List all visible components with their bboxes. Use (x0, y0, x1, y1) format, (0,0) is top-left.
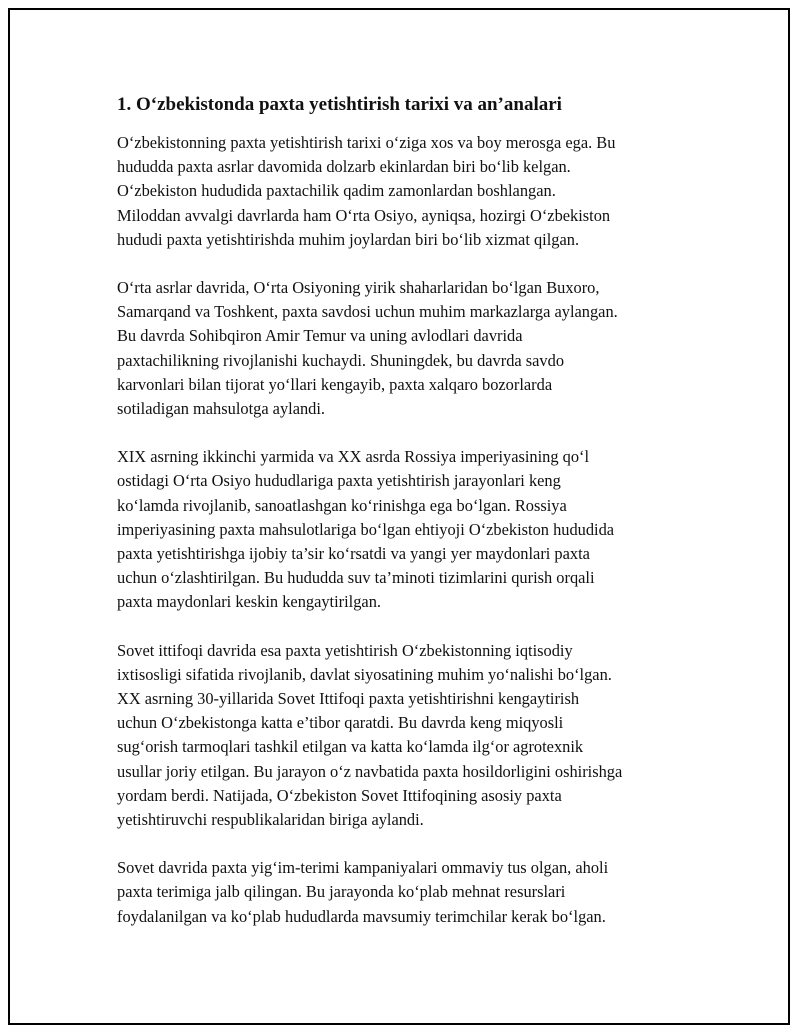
text-line: hududda paxta asrlar davomida dolzarb ekinlardan biri bo‘lib kelgan. (117, 157, 571, 177)
text-line: Sovet davrida paxta yig‘im-terimi kampaniyalari ommaviy tus olgan, aholi (117, 858, 609, 878)
text-line: hududi paxta yetishtirishda muhim joylardan biri bo‘lib xizmat qilgan. (117, 229, 580, 249)
text-line: imperiyasining paxta mahsulotlariga bo‘lgan ehtiyoji O‘zbekiston hududida (117, 519, 615, 539)
paragraph-5 (117, 856, 707, 929)
text-line: yetishtiruvchi respublikalaridan biriga aylandi. (117, 810, 424, 830)
text-line: O‘rta asrlar davrida, O‘rta Osiyoning yirik shaharlaridan bo‘lgan Buxoro, (117, 278, 600, 298)
section-heading: 1. O‘zbekistonda paxta yetishtirish tarixi va an’analari (117, 94, 562, 115)
text-line: yordam berdi. Natijada, O‘zbekiston Sovet Ittifoqining asosiy paxta (117, 785, 562, 805)
text-line: ko‘lamda rivojlanib, sanoatlashgan ko‘rinishga ega bo‘lgan. Rossiya (117, 495, 567, 515)
text-line: Samarqand va Toshkent, paxta savdosi uchun muhim markazlarga aylangan. (117, 302, 618, 322)
text-line: usullar joriy etilgan. Bu jarayon o‘z navbatida paxta hosildorligini oshirishga (117, 761, 623, 781)
paragraph-3 (117, 445, 707, 614)
text-line: paxtachilikning rivojlanishi kuchaydi. Shuningdek, bu davrda savdo (117, 350, 565, 370)
text-line: XIX asrning ikkinchi yarmida va XX asrda Rossiya imperiyasining qo‘l (117, 447, 590, 467)
text-line: sotiladigan mahsulotga aylandi. (117, 399, 326, 419)
paragraph-4 (117, 639, 707, 833)
text-line: O‘zbekiston hududida paxtachilik qadim zamonlardan boshlangan. (117, 181, 556, 201)
text-line: O‘zbekistonning paxta yetishtirish tarixi o‘ziga xos va boy merosga ega. Bu (117, 133, 616, 152)
text-line: uchun o‘zlashtirilgan. Bu hududda suv ta’minoti tizimlarini qurish orqali (117, 568, 595, 588)
text-line: sug‘orish tarmoqlari tashkil etilgan va katta ko‘lamda ilg‘or agrotexnik (117, 737, 584, 757)
text-line: ixtisosligi sifatida rivojlanib, davlat siyosatining muhim yo‘nalishi bo‘lgan. (117, 664, 612, 684)
text-line: paxta terimiga jalb qilingan. Bu jarayonda ko‘plab mehnat resurslari (117, 882, 566, 902)
text-line: paxta maydonlari keskin kengaytirilgan. (117, 592, 381, 612)
text-line: Sovet ittifoqi davrida esa paxta yetishtirish O‘zbekistonning iqtisodiy (117, 640, 573, 660)
text-line: karvonlari bilan tijorat yo‘llari kengayib, paxta xalqaro bozorlarda (117, 374, 553, 394)
text-line: XX asrning 30-yillarida Sovet Ittifoqi paxta yetishtirishni kengaytirish (117, 689, 580, 709)
text-line: paxta yetishtirishga ijobiy ta’sir ko‘rsatdi va yangi yer maydonlari paxta (117, 544, 590, 564)
paragraph-2 (117, 276, 707, 421)
text-line: ostidagi O‘rta Osiyo hududlariga paxta yetishtirish jarayonlari keng (117, 471, 561, 491)
text-line: foydalanilgan va ko‘plab hududlarda mavsumiy terimchilar kerak bo‘lgan. (117, 906, 606, 926)
document-body (117, 92, 707, 953)
text-line: Miloddan avvalgi davrlarda ham O‘rta Osiyo, ayniqsa, hozirgi O‘zbekiston (117, 205, 611, 225)
text-line: Bu davrda Sohibqiron Amir Temur va uning avlodlari davrida (117, 326, 523, 346)
text-line: uchun O‘zbekistonga katta e’tibor qaratdi. Bu davrda keng miqyosli (117, 713, 564, 733)
paragraph-1 (117, 131, 707, 252)
